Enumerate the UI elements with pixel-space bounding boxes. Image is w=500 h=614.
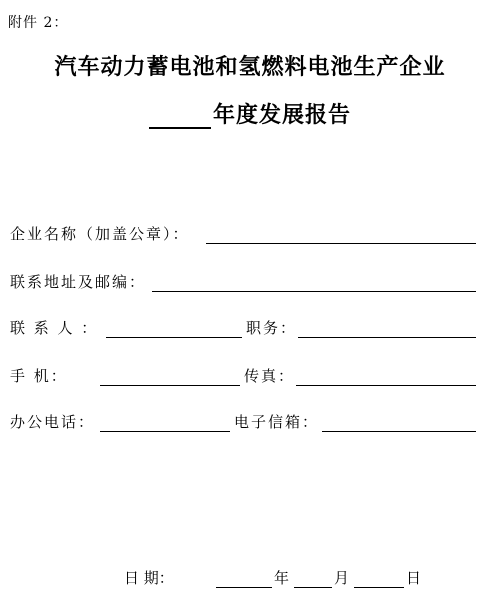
email-field[interactable] xyxy=(322,431,476,432)
report-title-suffix: 年度发展报告 xyxy=(212,103,351,128)
mobile-fax-row xyxy=(10,364,476,388)
mobile-field[interactable] xyxy=(100,385,240,386)
report-title-line2 xyxy=(0,98,500,129)
date-day-label: 日 xyxy=(406,569,422,587)
date-day-field[interactable] xyxy=(354,587,404,588)
office-phone-label: 办公电话： xyxy=(10,413,96,431)
year-blank[interactable] xyxy=(149,105,211,129)
date-label: 日 期： xyxy=(124,569,174,587)
phone-email-row xyxy=(10,410,476,434)
company-name-row xyxy=(10,222,476,246)
attachment-label: 附件 2： xyxy=(8,15,69,31)
fax-label: 传真： xyxy=(244,367,296,385)
address-field[interactable] xyxy=(152,291,476,292)
email-label: 电子信箱： xyxy=(234,413,320,431)
date-month-label: 月 xyxy=(334,569,350,587)
mobile-label: 手 机： xyxy=(10,367,68,385)
contact-row xyxy=(10,316,476,340)
date-year-label: 年 xyxy=(274,569,290,587)
fax-field[interactable] xyxy=(296,385,476,386)
office-phone-field[interactable] xyxy=(100,431,230,432)
address-row xyxy=(10,270,476,294)
report-title-line1: 汽车动力蓄电池和氢燃料电池生产企业 xyxy=(54,55,446,80)
company-name-label: 企业名称（加盖公章）： xyxy=(10,225,190,243)
contact-person-label: 联 系 人 ： xyxy=(10,319,99,337)
contact-person-field[interactable] xyxy=(106,337,242,338)
date-year-field[interactable] xyxy=(216,587,272,588)
position-label: 职务： xyxy=(246,319,298,337)
date-month-field[interactable] xyxy=(294,587,332,588)
company-name-field[interactable] xyxy=(206,243,476,244)
position-field[interactable] xyxy=(298,337,476,338)
address-label: 联系地址及邮编： xyxy=(10,273,147,291)
